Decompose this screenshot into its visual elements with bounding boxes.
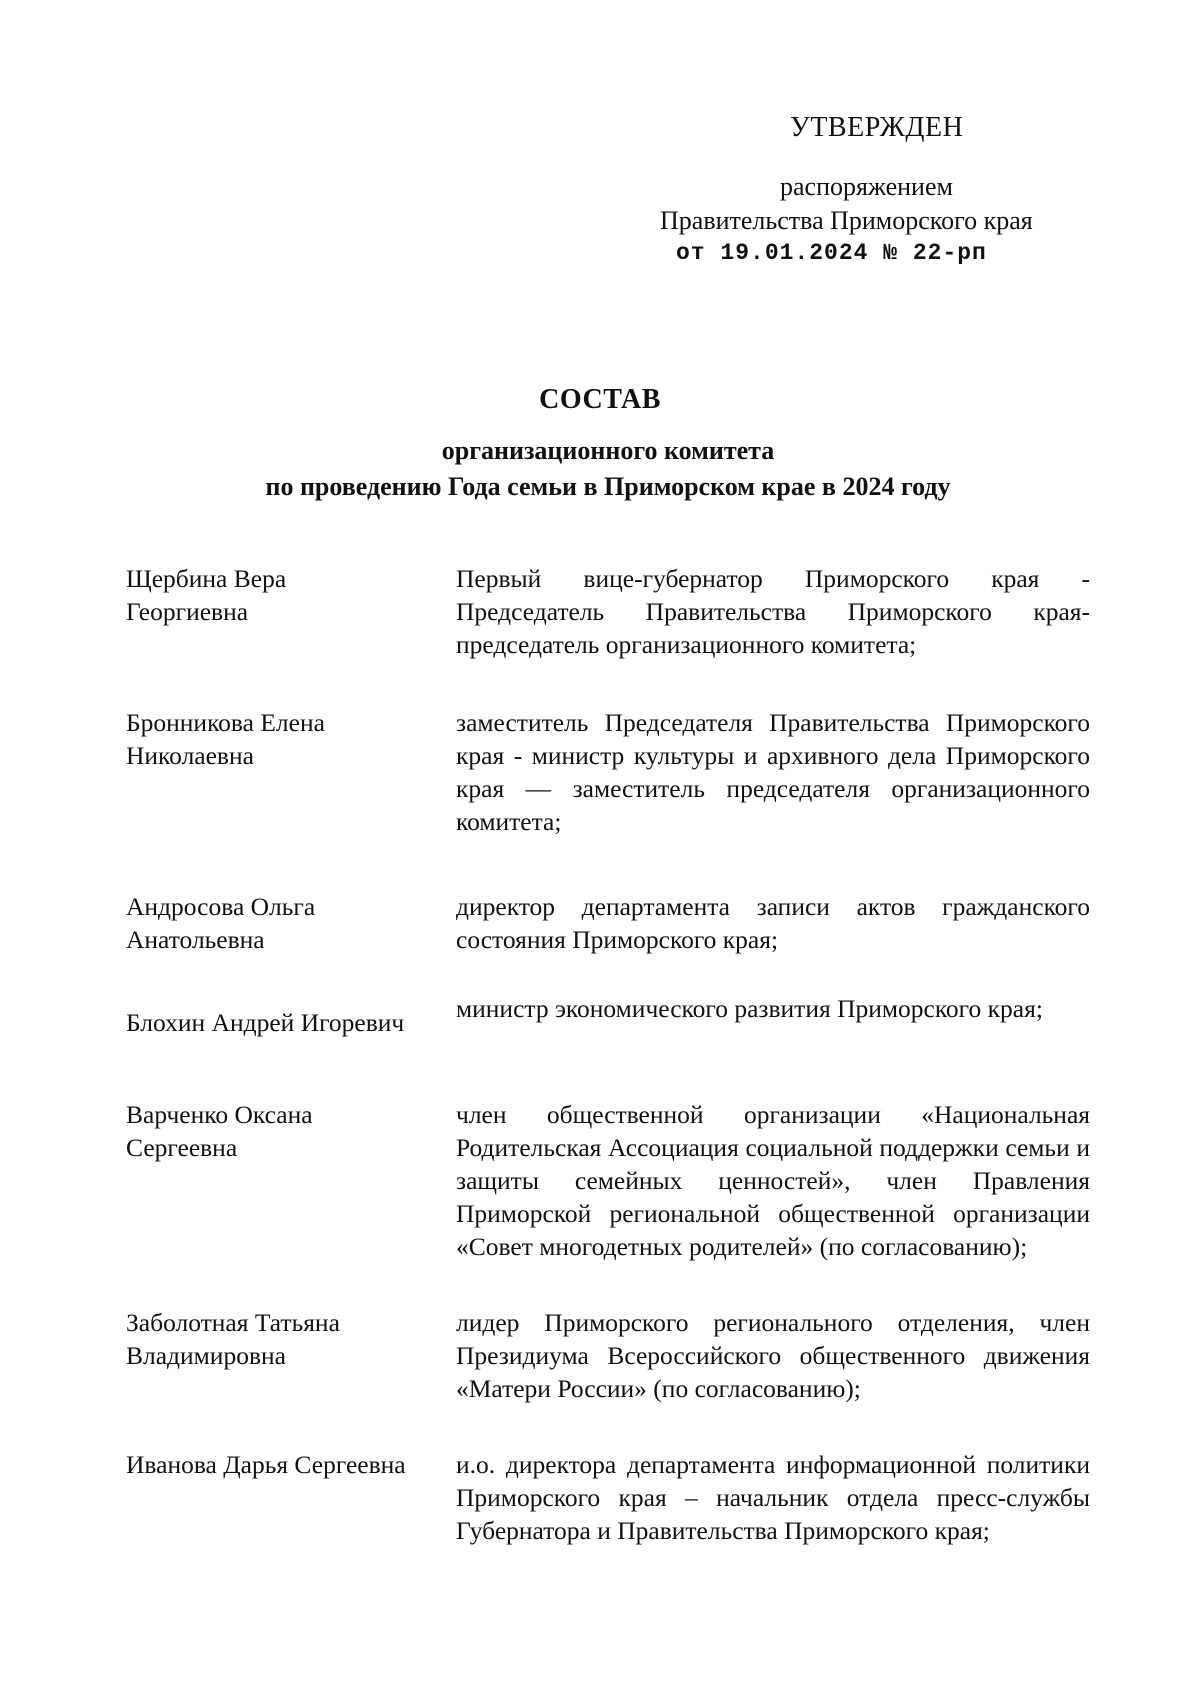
approval-line-2: Правительства Приморского края bbox=[660, 206, 1033, 235]
member-name: Заболотная Татьяна Владимировна bbox=[126, 1308, 340, 1370]
member-role: лидер Приморского регионального отделения, член Президиума Всероссийского общественного движения «Матери России» (по согласованию); bbox=[456, 1308, 1090, 1403]
member-name: Бронникова Елена Николаевна bbox=[126, 708, 325, 770]
member-name: Блохин Андрей Игоревич bbox=[126, 1008, 405, 1037]
member-role: и.о. директора департамента информационной политики Приморского края – начальник отдела пресс-службы Губернатора и Правительства Приморского края; bbox=[456, 1450, 1090, 1545]
member-role: директор департамента записи актов гражданского состояния Приморского края; bbox=[456, 892, 1090, 954]
member-name: Андросова Ольга Анатольевна bbox=[126, 892, 316, 954]
document-subtitle-line-1: организационного комитета bbox=[441, 436, 775, 465]
approved-label: УТВЕРЖДЕН bbox=[790, 112, 964, 143]
order-reference: от 19.01.2024 № 22-рп bbox=[676, 240, 987, 266]
member-role: заместитель Председателя Правительства Приморского края - министр культуры и архивного дела Приморского края — заместитель председателя организационного комитета; bbox=[456, 708, 1090, 836]
member-role: член общественной организации «Национальная Родительская Ассоциация социальной поддержки семьи и защиты семейных ценностей», член Правления Приморской региональной общественной организации «Совет многодетных родителей» (по согласованию); bbox=[456, 1100, 1090, 1261]
document-subtitle-line-2: по проведению Года семьи в Приморском крае в 2024 году bbox=[265, 472, 951, 501]
member-role: Первый вице-губернатор Приморского края - Председатель Правительства Приморского края-председатель организационного комитета; bbox=[456, 564, 1090, 659]
member-name: Варченко Оксана Сергеевна bbox=[126, 1100, 313, 1162]
member-name: Иванова Дарья Сергеевна bbox=[126, 1450, 406, 1479]
approval-line-1: распоряжением bbox=[780, 172, 953, 201]
document-title: СОСТАВ bbox=[539, 384, 661, 415]
member-name: Щербина Вера Георгиевна bbox=[126, 564, 287, 626]
member-role: министр экономического развития Приморского края; bbox=[456, 994, 1043, 1023]
